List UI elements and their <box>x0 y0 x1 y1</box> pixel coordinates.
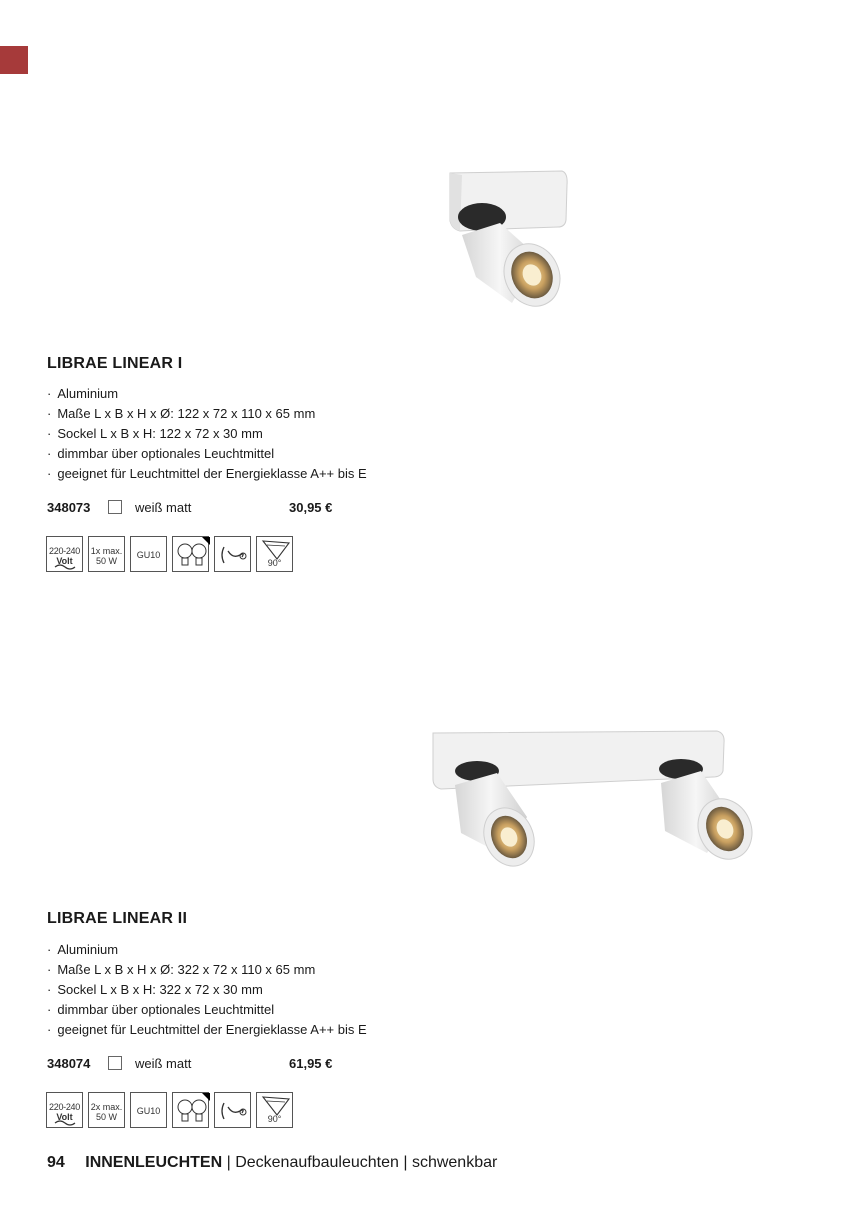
wattage-value: 50 W <box>95 556 117 566</box>
feature-item: · Aluminium <box>47 384 367 404</box>
wattage-icon <box>88 1092 125 1128</box>
socket-icon <box>130 1092 167 1128</box>
socket-icon <box>130 536 167 572</box>
category-label: Deckenaufbauleuchten <box>235 1154 399 1171</box>
voltage-value: 220-240 <box>49 1102 80 1112</box>
feature-item: · dimmbar über optionales Leuchtmittel <box>47 444 367 464</box>
voltage-value: 220-240 <box>49 546 80 556</box>
product-image-librae-linear-1 <box>440 165 575 315</box>
product-title-2: LIBRAE LINEAR II <box>47 910 188 927</box>
feature-item: · Aluminium <box>47 940 367 960</box>
dimmable-bulbs-icon <box>172 1092 209 1128</box>
feature-item: · geeignet für Leuchtmittel der Energieklasse A++ bis E <box>47 464 367 484</box>
price: 30,95 € <box>289 500 333 515</box>
voltage-icon <box>46 536 83 572</box>
socket-value: GU10 <box>136 1106 161 1116</box>
finish-label: weiß matt <box>135 500 192 515</box>
finish-label: weiß matt <box>135 1056 192 1071</box>
feature-item: · dimmbar über optionales Leuchtmittel <box>47 1000 367 1020</box>
page-number: 94 <box>47 1154 65 1171</box>
article-number: 348074 <box>47 1056 91 1071</box>
beam-angle-value: 90° <box>267 1114 282 1124</box>
price: 61,95 € <box>289 1056 333 1071</box>
bulb-count: 1x max. <box>90 546 123 556</box>
voltage-unit: Volt <box>56 556 73 566</box>
footer-separator: | <box>226 1154 231 1171</box>
feature-item: · Sockel L x B x H: 322 x 72 x 30 mm <box>47 980 367 1000</box>
article-number: 348073 <box>47 500 91 515</box>
page-footer <box>47 1154 497 1172</box>
order-checkbox[interactable] <box>108 500 122 514</box>
order-checkbox[interactable] <box>108 1056 122 1070</box>
subcategory-label: schwenkbar <box>411 1154 498 1171</box>
footer-separator: | <box>403 1154 408 1171</box>
bulb-count: 2x max. <box>90 1102 123 1112</box>
socket-value: GU10 <box>136 550 161 560</box>
wattage-value: 50 W <box>95 1112 117 1122</box>
swivel-icon <box>214 536 251 572</box>
feature-item: · geeignet für Leuchtmittel der Energieklasse A++ bis E <box>47 1020 367 1040</box>
voltage-icon <box>46 1092 83 1128</box>
product-image-librae-linear-2 <box>425 725 760 870</box>
product-title-1: LIBRAE LINEAR I <box>47 355 183 372</box>
feature-list-2 <box>47 940 367 1040</box>
swivel-icon <box>214 1092 251 1128</box>
dimmable-bulbs-icon <box>172 536 209 572</box>
beam-angle-icon <box>256 1092 293 1128</box>
beam-angle-value: 90° <box>267 558 282 568</box>
beam-angle-icon <box>256 536 293 572</box>
feature-item: · Maße L x B x H x Ø: 322 x 72 x 110 x 65 mm <box>47 960 367 980</box>
corner-color-tab <box>0 46 28 74</box>
feature-item: · Sockel L x B x H: 122 x 72 x 30 mm <box>47 424 367 444</box>
feature-item: · Maße L x B x H x Ø: 122 x 72 x 110 x 65 mm <box>47 404 367 424</box>
feature-list-1 <box>47 384 367 484</box>
voltage-unit: Volt <box>56 1112 73 1122</box>
order-row-2 <box>47 1056 347 1074</box>
section-title: INNENLEUCHTEN <box>85 1154 223 1171</box>
wattage-icon <box>88 536 125 572</box>
order-row-1 <box>47 500 347 518</box>
